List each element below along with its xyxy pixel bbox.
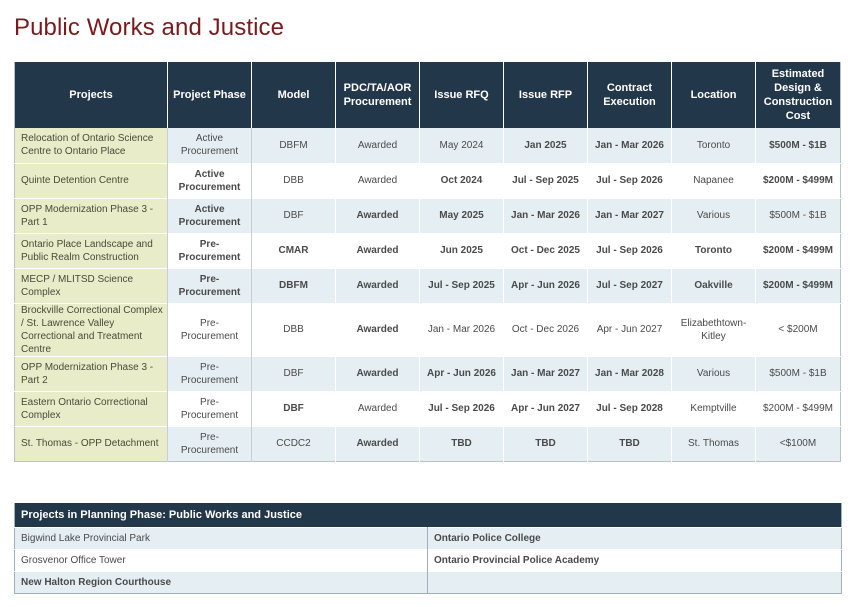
header-model: Model	[252, 62, 336, 128]
project-cost: $500M - $1B	[756, 128, 841, 163]
table-row	[15, 128, 841, 163]
project-cost: < $200M	[756, 303, 841, 356]
project-name: OPP Modernization Phase 3 - Part 2	[15, 356, 168, 391]
header-projects: Projects	[15, 62, 168, 128]
project-cost: <$100M	[756, 426, 841, 461]
project-rfp: Jan 2025	[504, 128, 588, 163]
header-issue-rfq: Issue RFQ	[420, 62, 504, 128]
project-rfq: May 2024	[420, 128, 504, 163]
project-name: Brockville Correctional Complex / St. Lawrence Valley Correctional and Treatment Centre	[15, 303, 168, 356]
project-name: Ontario Place Landscape and Public Realm Construction	[15, 233, 168, 268]
project-model: DBF	[252, 391, 336, 426]
planning-project: Grosvenor Office Tower	[15, 550, 428, 572]
project-phase: Active Procurement	[168, 128, 252, 163]
project-contract: Jan - Mar 2026	[588, 128, 672, 163]
project-procurement: Awarded	[336, 128, 420, 163]
projects-table	[14, 62, 841, 462]
project-rfp: TBD	[504, 426, 588, 461]
project-location: Various	[672, 198, 756, 233]
project-rfq: Jul - Sep 2025	[420, 268, 504, 303]
list-item	[15, 550, 842, 572]
page-title: Public Works and Justice	[14, 14, 285, 41]
project-name: Relocation of Ontario Science Centre to Ontario Place	[15, 128, 168, 163]
project-model: DBF	[252, 198, 336, 233]
project-contract: Jan - Mar 2028	[588, 356, 672, 391]
table-row	[15, 356, 841, 391]
project-rfq: TBD	[420, 426, 504, 461]
project-procurement: Awarded	[336, 356, 420, 391]
project-model: DBF	[252, 356, 336, 391]
project-cost: $500M - $1B	[756, 356, 841, 391]
project-rfp: Oct - Dec 2025	[504, 233, 588, 268]
project-contract: Jan - Mar 2027	[588, 198, 672, 233]
planning-project: Ontario Provincial Police Academy	[428, 550, 842, 572]
table-row	[15, 268, 841, 303]
project-procurement: Awarded	[336, 426, 420, 461]
project-procurement: Awarded	[336, 268, 420, 303]
project-model: DBFM	[252, 128, 336, 163]
project-name: Eastern Ontario Correctional Complex	[15, 391, 168, 426]
table-header-row	[15, 62, 841, 128]
project-location: Toronto	[672, 233, 756, 268]
project-phase: Active Procurement	[168, 198, 252, 233]
project-rfq: Jan - Mar 2026	[420, 303, 504, 356]
project-phase: Pre-Procurement	[168, 426, 252, 461]
planning-project: Ontario Police College	[428, 528, 842, 550]
header-procurement: PDC/TA/AOR Procurement	[336, 62, 420, 128]
project-rfq: Oct 2024	[420, 163, 504, 198]
project-contract: TBD	[588, 426, 672, 461]
list-item	[15, 528, 842, 550]
project-rfp: Jan - Mar 2026	[504, 198, 588, 233]
table-row	[15, 426, 841, 461]
planning-project: New Halton Region Courthouse	[15, 572, 428, 594]
project-contract: Jul - Sep 2026	[588, 163, 672, 198]
project-model: CMAR	[252, 233, 336, 268]
project-procurement: Awarded	[336, 198, 420, 233]
project-contract: Apr - Jun 2027	[588, 303, 672, 356]
project-phase: Pre-Procurement	[168, 233, 252, 268]
project-model: CCDC2	[252, 426, 336, 461]
project-rfq: Apr - Jun 2026	[420, 356, 504, 391]
project-procurement: Awarded	[336, 163, 420, 198]
project-rfp: Apr - Jun 2026	[504, 268, 588, 303]
project-contract: Jul - Sep 2027	[588, 268, 672, 303]
table-row	[15, 233, 841, 268]
project-rfp: Oct - Dec 2026	[504, 303, 588, 356]
header-contract-execution: Contract Execution	[588, 62, 672, 128]
project-procurement: Awarded	[336, 303, 420, 356]
planning-project: Bigwind Lake Provincial Park	[15, 528, 428, 550]
project-location: Oakville	[672, 268, 756, 303]
project-name: MECP / MLITSD Science Complex	[15, 268, 168, 303]
project-rfp: Jan - Mar 2027	[504, 356, 588, 391]
project-location: Napanee	[672, 163, 756, 198]
project-cost: $200M - $499M	[756, 233, 841, 268]
project-location: Elizabethtown-Kitley	[672, 303, 756, 356]
list-item	[15, 572, 842, 594]
planning-phase-header: Projects in Planning Phase: Public Works and Justice	[15, 503, 842, 528]
project-location: Kemptville	[672, 391, 756, 426]
table-row	[15, 303, 841, 356]
project-location: Various	[672, 356, 756, 391]
header-project-phase: Project Phase	[168, 62, 252, 128]
project-model: DBB	[252, 163, 336, 198]
project-name: Quinte Detention Centre	[15, 163, 168, 198]
table-row	[15, 198, 841, 233]
project-model: DBB	[252, 303, 336, 356]
project-procurement: Awarded	[336, 233, 420, 268]
project-model: DBFM	[252, 268, 336, 303]
table-row	[15, 391, 841, 426]
planning-project	[428, 572, 842, 594]
project-phase: Active Procurement	[168, 163, 252, 198]
project-cost: $200M - $499M	[756, 391, 841, 426]
project-phase: Pre-Procurement	[168, 268, 252, 303]
project-location: St. Thomas	[672, 426, 756, 461]
project-rfq: Jul - Sep 2026	[420, 391, 504, 426]
project-phase: Pre-Procurement	[168, 391, 252, 426]
project-name: St. Thomas - OPP Detachment	[15, 426, 168, 461]
project-contract: Jul - Sep 2026	[588, 233, 672, 268]
project-procurement: Awarded	[336, 391, 420, 426]
project-cost: $500M - $1B	[756, 198, 841, 233]
project-rfp: Apr - Jun 2027	[504, 391, 588, 426]
project-cost: $200M - $499M	[756, 163, 841, 198]
project-rfp: Jul - Sep 2025	[504, 163, 588, 198]
project-rfq: May 2025	[420, 198, 504, 233]
project-rfq: Jun 2025	[420, 233, 504, 268]
project-phase: Pre-Procurement	[168, 356, 252, 391]
project-name: OPP Modernization Phase 3 - Part 1	[15, 198, 168, 233]
header-location: Location	[672, 62, 756, 128]
table-row	[15, 163, 841, 198]
project-cost: $200M - $499M	[756, 268, 841, 303]
project-contract: Jul - Sep 2028	[588, 391, 672, 426]
project-phase: Pre-Procurement	[168, 303, 252, 356]
project-location: Toronto	[672, 128, 756, 163]
planning-phase-table	[14, 502, 842, 594]
header-issue-rfp: Issue RFP	[504, 62, 588, 128]
header-estimated-cost: Estimated Design & Construction Cost	[756, 62, 841, 128]
